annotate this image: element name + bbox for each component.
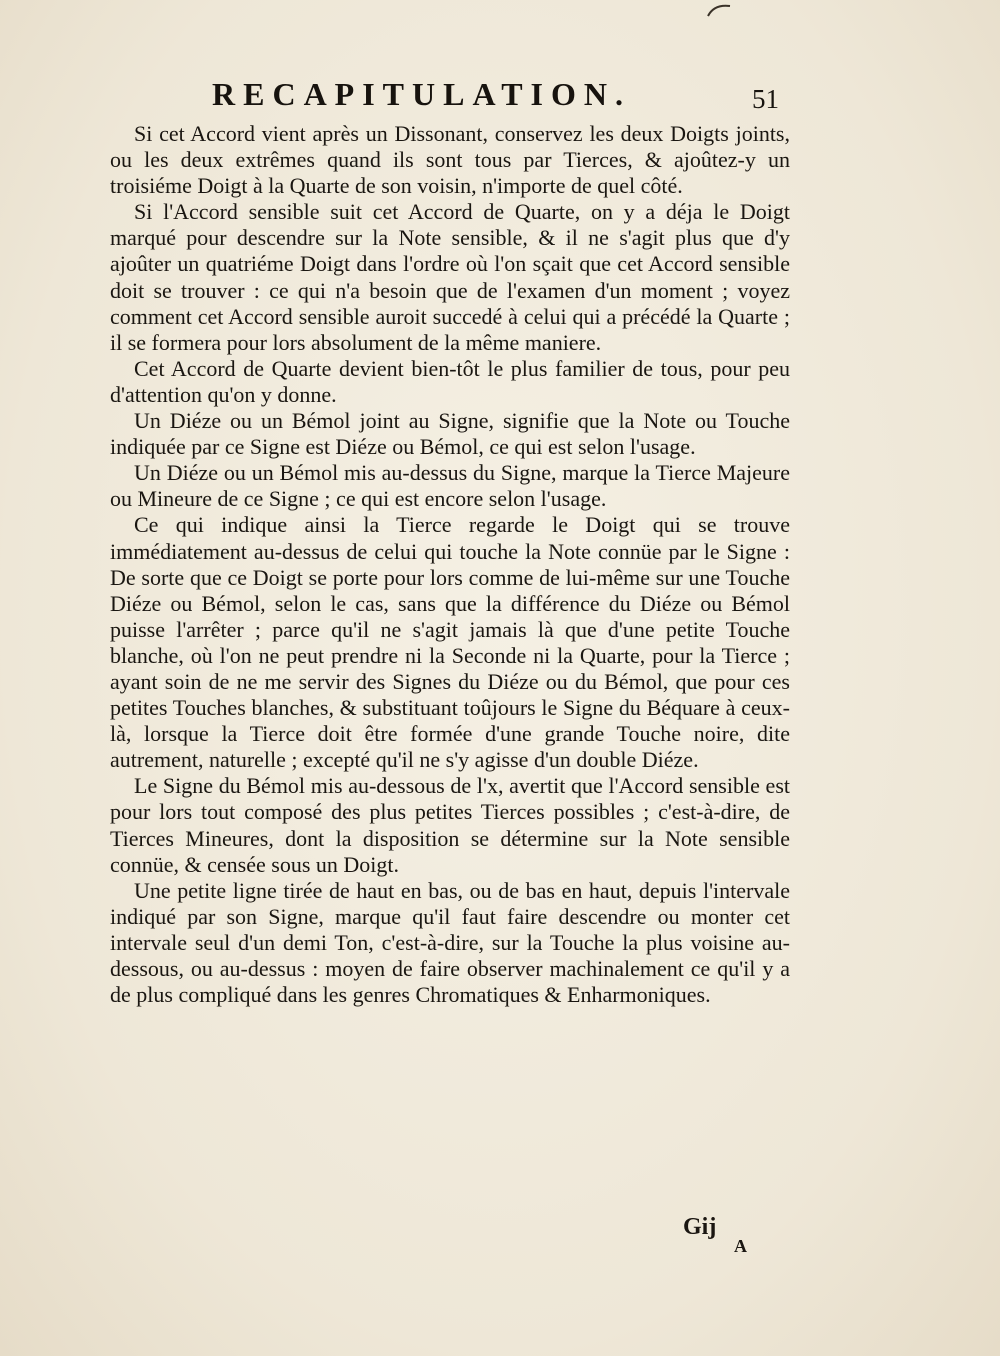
paragraph: Ce qui indique ainsi la Tierce regarde le Doigt qui se trouve immédiatement au-dessus de celui qui touche la Note connüe par le Signe : De sorte que ce Doigt se porte pour lors comme de lui-même sur une Touche Diéze ou Bémol, selon le cas, sans que la différence du Diéze ou Bémol puisse l'arrêter ; parce qu'il ne s'agit jamais là que d'une petite Touche blanche, où l'on ne peut prendre ni la Seconde ni la Quarte, pour la Tierce ; ayant soin de ne me servir des Signes du Diéze ou du Bémol, que pour ces petites Touches blanches, & substituant toûjours le Signe du Béquare à ceux-là, lorsque la Tierce doit être formée d'une grande Touche noire, dite autrement, naturelle ; excepté qu'il ne s'y agisse d'un double Diéze.: [110, 512, 790, 773]
catchword: A: [734, 1236, 747, 1256]
paragraph: Un Diéze ou un Bémol joint au Signe, signifie que la Note ou Touche indiquée par ce Signe est Diéze ou Bémol, ce qui est selon l'usage.: [110, 408, 790, 460]
page-number: 51: [752, 84, 779, 114]
paragraph: Si cet Accord vient après un Dissonant, conservez les deux Doigts joints, ou les deux extrêmes quand ils sont tous par Tierces, & ajoûtez-y un troisiéme Doigt à la Quarte de son voisin, n'importe de quel côté.: [110, 121, 790, 199]
paragraph: Si l'Accord sensible suit cet Accord de Quarte, on y a déja le Doigt marqué pour descendre sur la Note sensible, & il ne s'agit plus que d'y ajoûter un quatriéme Doigt dans l'ordre où l'on sçait que cet Accord sensible doit se trouver : ce qui n'a besoin que de l'examen d'un moment ; voyez comment cet Accord sensible auroit succedé à celui qui a précédé la Quarte ; il se formera pour lors absolument de la même maniere.: [110, 199, 790, 355]
running-title: RECAPITULATION.: [212, 76, 631, 112]
paragraph: Un Diéze ou un Bémol mis au-dessus du Signe, marque la Tierce Majeure ou Mineure de ce Signe ; ce qui est encore selon l'usage.: [110, 460, 790, 512]
ink-mark: [706, 2, 732, 20]
paragraph: Le Signe du Bémol mis au-dessous de l'x, avertit que l'Accord sensible est pour lors tout composé des plus petites Tierces possibles ; c'est-à-dire, de Tierces Mineures, dont la disposition se détermine sur la Note sensible connüe, & censée sous un Doigt.: [110, 773, 790, 877]
signature-mark: Gij: [683, 1214, 717, 1240]
body-text: [110, 121, 790, 1008]
paragraph: Une petite ligne tirée de haut en bas, ou de bas en haut, depuis l'intervale indiqué par son Signe, marque qu'il faut faire descendre ou monter cet intervale seul d'un demi Ton, c'est-à-dire, sur la Touche la plus voisine au-dessous, ou au-dessus : moyen de faire observer machinalement ce qu'il y a de plus compliqué dans les genres Chromatiques & Enharmoniques.: [110, 877, 790, 1008]
paragraph: Cet Accord de Quarte devient bien-tôt le plus familier de tous, pour peu d'attention qu'on y donne.: [110, 355, 790, 407]
